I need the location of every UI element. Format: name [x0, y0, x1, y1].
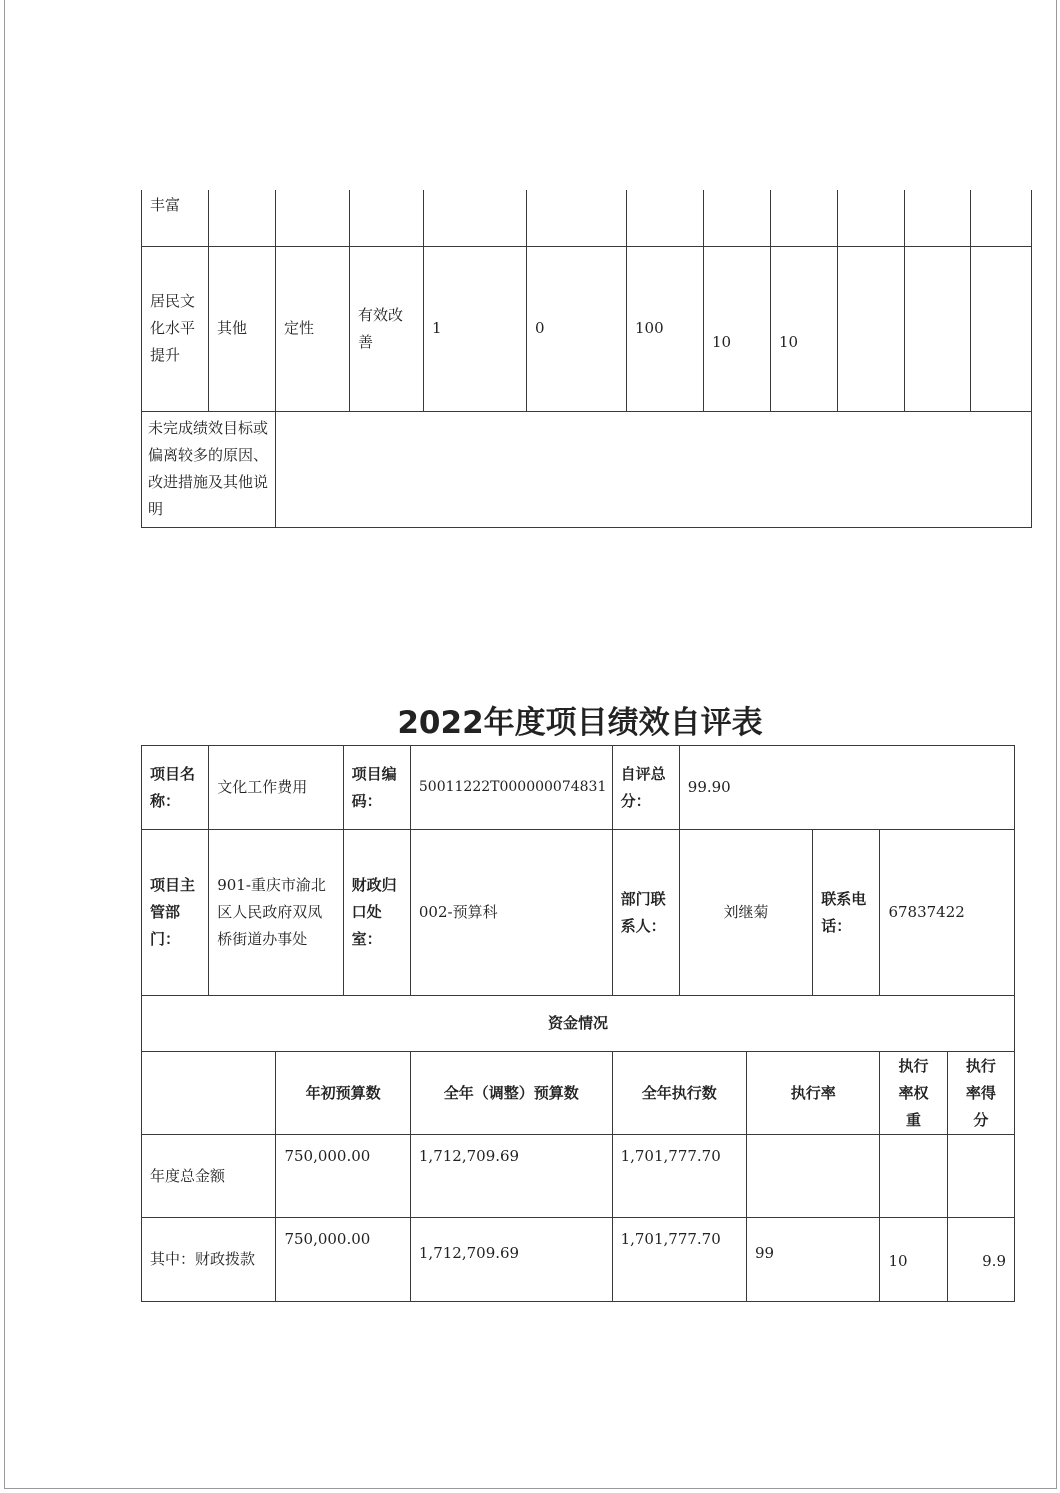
- empty-cell: [276, 190, 350, 246]
- rate-value: [747, 1135, 880, 1218]
- empty-cell: [971, 190, 1032, 246]
- empty-cell: [350, 190, 424, 246]
- col-adjusted-budget: 全年（调整）预算数: [410, 1052, 612, 1135]
- adjusted-value: 1,712,709.69: [410, 1218, 612, 1302]
- self-evaluation-form: [141, 745, 1015, 1302]
- table-row: [142, 996, 1015, 1052]
- continued-indicator-table: [141, 190, 1032, 528]
- value-cell: 0: [527, 246, 627, 411]
- empty-cell: [142, 1052, 276, 1135]
- indicator-cell: 丰富: [142, 190, 209, 246]
- initial-value: 750,000.00: [276, 1218, 410, 1302]
- empty-cell: [704, 190, 771, 246]
- adjusted-value: 1,712,709.69: [410, 1135, 612, 1218]
- col-initial-budget: 年初预算数: [276, 1052, 410, 1135]
- empty-cell: [905, 246, 971, 411]
- table-row: [142, 1135, 1015, 1218]
- table-row: [142, 411, 1032, 527]
- value-cell: 10: [771, 246, 838, 411]
- empty-cell: [971, 246, 1032, 411]
- project-name: 文化工作费用: [209, 746, 343, 830]
- project-name-label: 项目名称：: [142, 746, 209, 830]
- indicator-subtype-cell: 其他: [209, 246, 276, 411]
- empty-cell: [838, 246, 905, 411]
- weight-value: [880, 1135, 947, 1218]
- col-executed: 全年执行数: [612, 1052, 746, 1135]
- note-label: 未完成绩效目标或偏离较多的原因、改进措施及其他说明: [142, 411, 276, 527]
- dept-label: 项目主管部门：: [142, 830, 209, 996]
- empty-cell: [209, 190, 276, 246]
- empty-cell: [424, 190, 527, 246]
- col-score: 执行率得分: [947, 1052, 1014, 1135]
- empty-cell: [527, 190, 627, 246]
- table-row: [142, 746, 1015, 830]
- table-row: [142, 830, 1015, 996]
- score-label: 自评总分：: [612, 746, 679, 830]
- page-title: 2022年度项目绩效自评表: [397, 705, 763, 741]
- table-row: [142, 1218, 1015, 1302]
- indicator-nature-cell: 定性: [276, 246, 350, 411]
- office-value: 002-预算科: [410, 830, 612, 996]
- col-weight: 执行率权重: [880, 1052, 947, 1135]
- project-code-label: 项目编码：: [343, 746, 410, 830]
- row-label: 其中：财政拨款: [142, 1218, 276, 1302]
- empty-cell: [627, 190, 704, 246]
- score-value: [947, 1135, 1014, 1218]
- table-row: [142, 1052, 1015, 1135]
- weight-value: 10: [880, 1218, 947, 1302]
- contact-label: 部门联系人：: [612, 830, 679, 996]
- empty-cell: [838, 190, 905, 246]
- funds-header: 资金情况: [142, 996, 1015, 1052]
- value-cell: 10: [704, 246, 771, 411]
- contact-value: 刘继菊: [679, 830, 812, 996]
- col-rate: 执行率: [747, 1052, 880, 1135]
- indicator-cell: 居民文化水平提升: [142, 246, 209, 411]
- value-cell: 100: [627, 246, 704, 411]
- phone-value: 67837422: [880, 830, 1015, 996]
- project-code: 50011222T000000074831: [410, 746, 612, 830]
- executed-value: 1,701,777.70: [612, 1218, 746, 1302]
- empty-cell: [905, 190, 971, 246]
- score-value: 9.9: [947, 1218, 1014, 1302]
- office-label: 财政归口处室：: [343, 830, 410, 996]
- table-row: [142, 246, 1032, 411]
- table-row: [142, 190, 1032, 246]
- indicator-target-cell: 有效改善: [350, 246, 424, 411]
- row-label: 年度总金额: [142, 1135, 276, 1218]
- value-cell: 1: [424, 246, 527, 411]
- empty-cell: [771, 190, 838, 246]
- rate-value: 99: [747, 1218, 880, 1302]
- executed-value: 1,701,777.70: [612, 1135, 746, 1218]
- dept-value: 901-重庆市渝北区人民政府双凤桥街道办事处: [209, 830, 343, 996]
- total-score: 99.90: [679, 746, 1014, 830]
- note-value: [276, 411, 1032, 527]
- phone-label: 联系电话：: [813, 830, 880, 996]
- initial-value: 750,000.00: [276, 1135, 410, 1218]
